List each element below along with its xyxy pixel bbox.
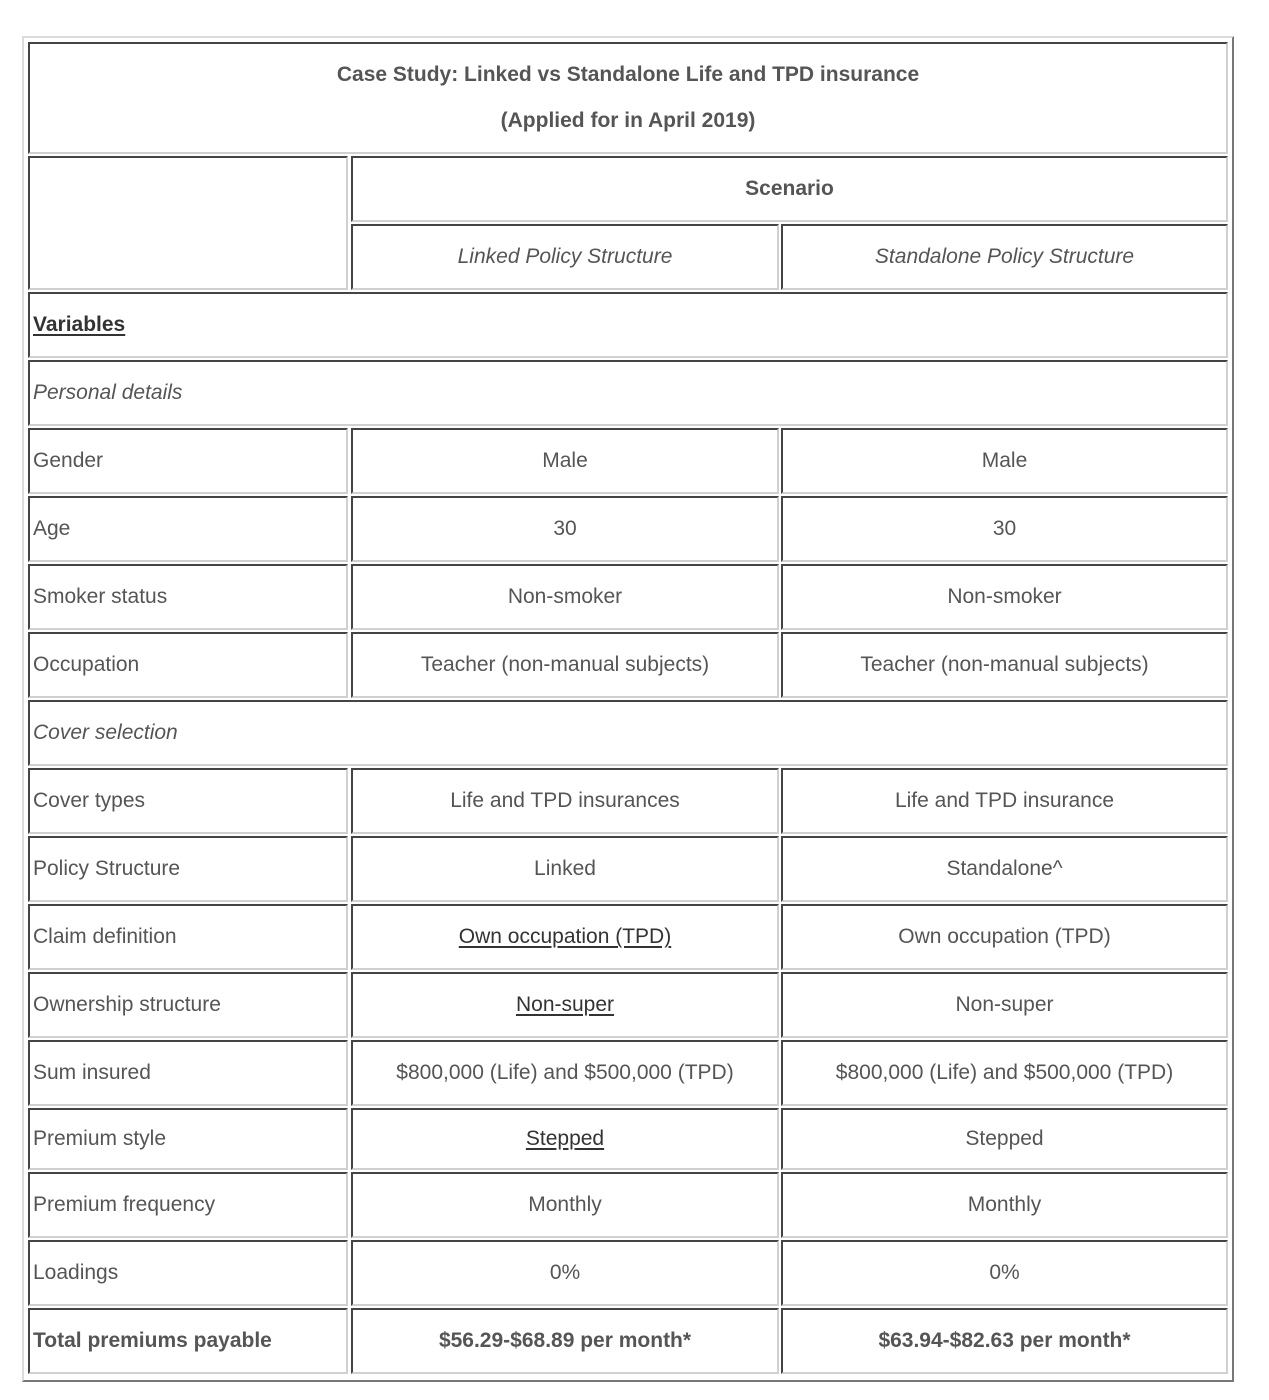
row-label-total-premiums: Total premiums payable	[28, 1308, 348, 1374]
table-subtitle: (Applied for in April 2019)	[500, 109, 756, 132]
row-label-sum-insured: Sum insured	[28, 1040, 348, 1106]
age-standalone: 30	[781, 496, 1228, 562]
scenario-header: Scenario	[351, 156, 1228, 222]
loadings-linked: 0%	[351, 1240, 779, 1306]
row-label-premium-style: Premium style	[28, 1108, 348, 1170]
premium-frequency-standalone: Monthly	[781, 1172, 1228, 1238]
cover-types-standalone: Life and TPD insurance	[781, 768, 1228, 834]
ownership-structure-standalone: Non-super	[781, 972, 1228, 1038]
row-label-claim-definition: Claim definition	[28, 904, 348, 970]
variables-heading: Variables	[28, 292, 1228, 358]
policy-structure-linked: Linked	[351, 836, 779, 902]
claim-definition-standalone: Own occupation (TPD)	[781, 904, 1228, 970]
section-cover-selection: Cover selection	[28, 700, 1228, 766]
row-label-age: Age	[28, 496, 348, 562]
gender-standalone: Male	[781, 428, 1228, 494]
ownership-structure-linked-cell	[351, 972, 779, 1038]
ownership-structure-linked-link[interactable]: Non-super	[515, 993, 615, 1017]
row-label-loadings: Loadings	[28, 1240, 348, 1306]
policy-structure-standalone: Standalone^	[781, 836, 1228, 902]
table-title-cell	[28, 42, 1228, 154]
gender-linked: Male	[351, 428, 779, 494]
loadings-standalone: 0%	[781, 1240, 1228, 1306]
row-label-cover-types: Cover types	[28, 768, 348, 834]
premium-frequency-linked: Monthly	[351, 1172, 779, 1238]
premium-style-linked-cell	[351, 1108, 779, 1170]
age-linked: 30	[351, 496, 779, 562]
table-title: Case Study: Linked vs Standalone Life and TPD insurance	[336, 63, 920, 86]
premium-style-standalone: Stepped	[781, 1108, 1228, 1170]
total-premiums-linked: $56.29-$68.89 per month*	[351, 1308, 779, 1374]
smoker-status-standalone: Non-smoker	[781, 564, 1228, 630]
premium-style-linked-link[interactable]: Stepped	[525, 1127, 605, 1151]
sum-insured-linked: $800,000 (Life) and $500,000 (TPD)	[351, 1040, 779, 1106]
header-empty-cell	[28, 156, 348, 290]
row-label-policy-structure: Policy Structure	[28, 836, 348, 902]
column-header-standalone: Standalone Policy Structure	[781, 224, 1228, 290]
row-label-premium-frequency: Premium frequency	[28, 1172, 348, 1238]
cover-types-linked: Life and TPD insurances	[351, 768, 779, 834]
sum-insured-standalone: $800,000 (Life) and $500,000 (TPD)	[781, 1040, 1228, 1106]
occupation-linked: Teacher (non-manual subjects)	[351, 632, 779, 698]
claim-definition-linked-cell	[351, 904, 779, 970]
total-premiums-standalone: $63.94-$82.63 per month*	[781, 1308, 1228, 1374]
row-label-gender: Gender	[28, 428, 348, 494]
smoker-status-linked: Non-smoker	[351, 564, 779, 630]
row-label-ownership-structure: Ownership structure	[28, 972, 348, 1038]
row-label-occupation: Occupation	[28, 632, 348, 698]
claim-definition-linked-link[interactable]: Own occupation (TPD)	[458, 925, 672, 949]
column-header-linked: Linked Policy Structure	[351, 224, 779, 290]
occupation-standalone: Teacher (non-manual subjects)	[781, 632, 1228, 698]
row-label-smoker-status: Smoker status	[28, 564, 348, 630]
section-personal-details: Personal details	[28, 360, 1228, 426]
